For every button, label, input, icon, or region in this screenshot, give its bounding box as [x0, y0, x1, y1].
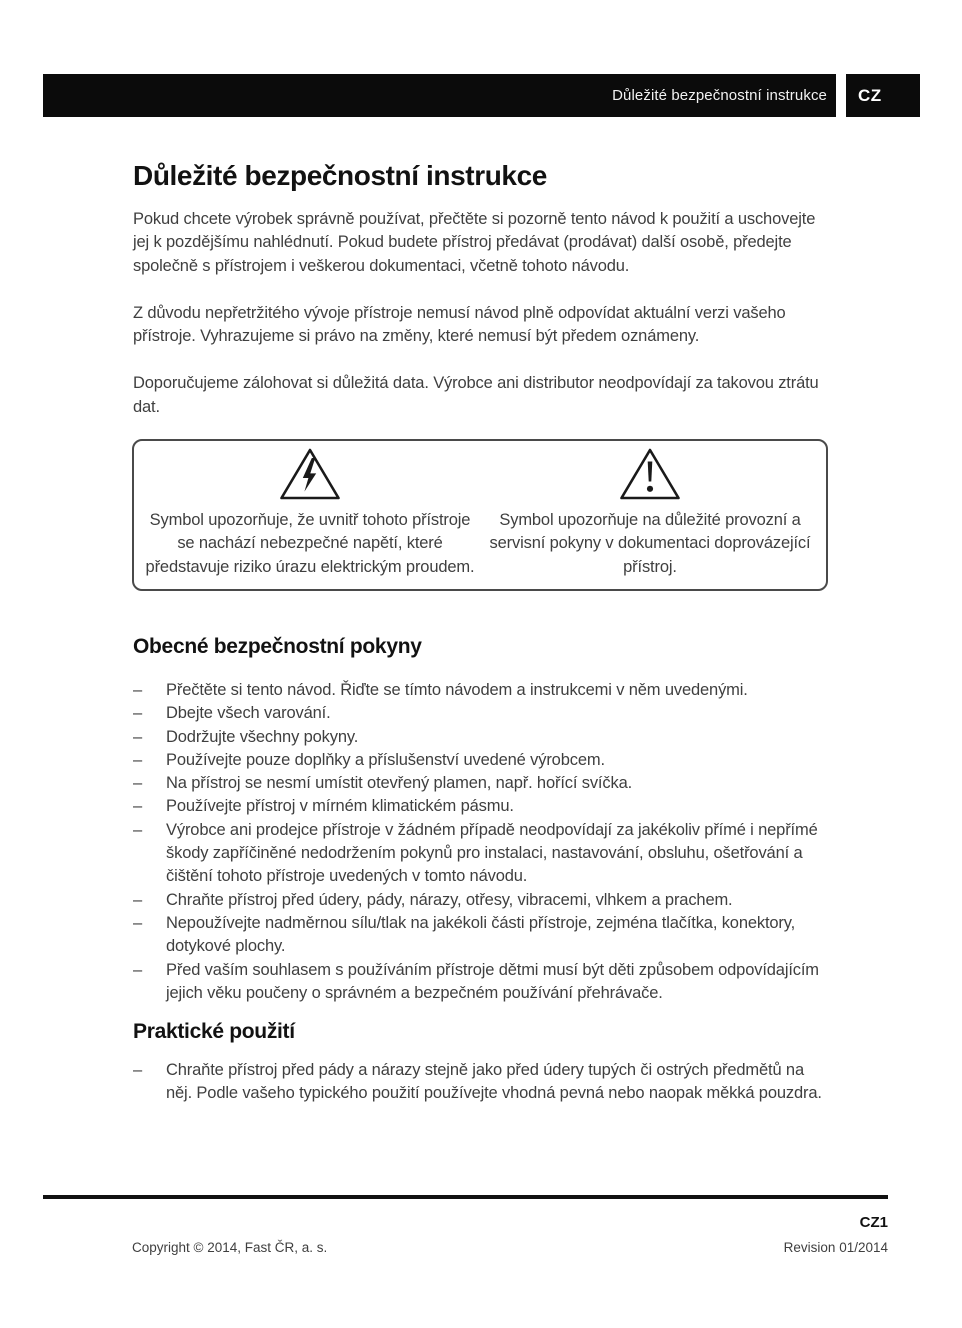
list-item [133, 749, 831, 772]
page-title: Důležité bezpečnostní instrukce [133, 160, 547, 191]
bullet-text: Chraňte přístroj před údery, pády, nárazy, otřesy, vibracemi, vlhkem a prachem. [166, 890, 733, 909]
bullet-dash: – [133, 960, 143, 979]
practical-use-list [133, 1059, 831, 1106]
bullet-dash: – [133, 750, 143, 769]
bullet-text: Používejte přístroj v mírném klimatickém pásmu. [166, 797, 514, 816]
intro-paragraph-1: Pokud chcete výrobek správně používat, přečtěte si pozorně tento návod k použití a uschovejte jej k pozdějšímu nahlédnutí. Pokud budete přístroj předávat (prodávat) další osobě, předejte společně s přístrojem i veškerou dokumentaci, včetně tohoto návodu. [133, 210, 816, 275]
bullet-dash: – [133, 890, 143, 909]
footer-page-code: CZ1 [859, 1214, 888, 1231]
general-safety-list [133, 679, 831, 1005]
list-item [133, 1059, 831, 1106]
warning-symbols-box [132, 439, 828, 591]
warning-important-notes [480, 446, 820, 579]
list-item [133, 772, 831, 795]
list-item [133, 959, 831, 1006]
bullet-dash: – [133, 797, 143, 816]
bullet-dash: – [133, 774, 143, 793]
language-badge [846, 74, 920, 117]
bullet-text: Výrobce ani prodejce přístroje v žádném případě neodpovídají za jakékoliv přímé i nepřímé škody zapříčiněné nedodržením pokynů pro instalaci, nastavování, obsluhu, ošetřování a čištění tohoto přístroje uvedených v tomto návodu. [166, 820, 818, 886]
warning-caption-right: Symbol upozorňuje na důležité provozní a servisní pokyny v dokumentaci doprovázející přístroj. [489, 511, 811, 576]
high-voltage-triangle-icon [279, 447, 341, 506]
list-item [133, 889, 831, 912]
section-heading-general-safety: Obecné bezpečnostní pokyny [133, 634, 422, 658]
bullet-dash: – [133, 1061, 143, 1080]
intro-paragraph-2: Z důvodu nepřetržitého vývoje přístroje nemusí návod plně odpovídat aktuální verzi vašeho přístroje. Vyhrazujeme si právo na změny, které nemusí být předem oznámeny. [133, 303, 786, 346]
list-item [133, 819, 831, 889]
bullet-text: Nepoužívejte nadměrnou sílu/tlak na jakékoli části přístroje, zejména tlačítka, konektory, dotykové plochy. [166, 913, 796, 956]
list-item [133, 912, 831, 959]
page-header [43, 74, 920, 117]
bullet-text: Před vaším souhlasem s používáním přístroje dětmi musí být děti způsobem odpovídajícím jejich věku poučeny o správném a bezpečném používání přehrávače. [166, 960, 819, 1002]
list-item [133, 795, 831, 818]
list-item [133, 702, 831, 725]
bullet-dash: – [133, 727, 143, 746]
bullet-dash: – [133, 913, 143, 932]
bullet-dash: – [133, 680, 143, 699]
footer-divider [43, 1195, 888, 1199]
section-heading-practical-use: Praktické použití [133, 1020, 295, 1044]
footer-revision: Revision 01/2014 [783, 1240, 888, 1255]
list-item [133, 679, 831, 702]
warning-high-voltage [140, 446, 480, 579]
bullet-text: Chraňte přístroj před pády a nárazy stejně jako před údery tupých či ostrých předmětů na něj. Podle vašeho typického použití používejte vhodná pevná nebo naopak měkká pouzdra. [166, 1061, 822, 1103]
bullet-text: Na přístroj se nesmí umístit otevřený plamen, např. hořící svíčka. [166, 774, 633, 793]
bullet-dash: – [133, 820, 143, 839]
bullet-text: Dodržujte všechny pokyny. [166, 727, 359, 746]
bullet-dash: – [133, 704, 143, 723]
language-badge-label: CZ [858, 85, 882, 105]
bullet-text: Přečtěte si tento návod. Řiďte se tímto návodem a instrukcemi v něm uvedenými. [166, 680, 748, 699]
footer-copyright: Copyright © 2014, Fast ČR, a. s. [132, 1240, 328, 1255]
bullet-text: Používejte pouze doplňky a příslušenství uvedené výrobcem. [166, 750, 605, 769]
header-section-title: Důležité bezpečnostní instrukce [612, 87, 827, 104]
list-item [133, 726, 831, 749]
content-column [133, 117, 831, 1106]
intro-paragraph-3: Doporučujeme zálohovat si důležitá data. Výrobce ani distributor neodpovídají za takovou ztrátu dat. [133, 374, 819, 416]
exclamation-triangle-icon [619, 447, 681, 506]
warning-caption-left: Symbol upozorňuje, že uvnitř tohoto přístroje se nachází nebezpečné napětí, které představuje riziko úrazu elektrickým proudem. [145, 511, 475, 576]
bullet-text: Dbejte všech varování. [166, 704, 331, 723]
header-bar [43, 74, 836, 117]
